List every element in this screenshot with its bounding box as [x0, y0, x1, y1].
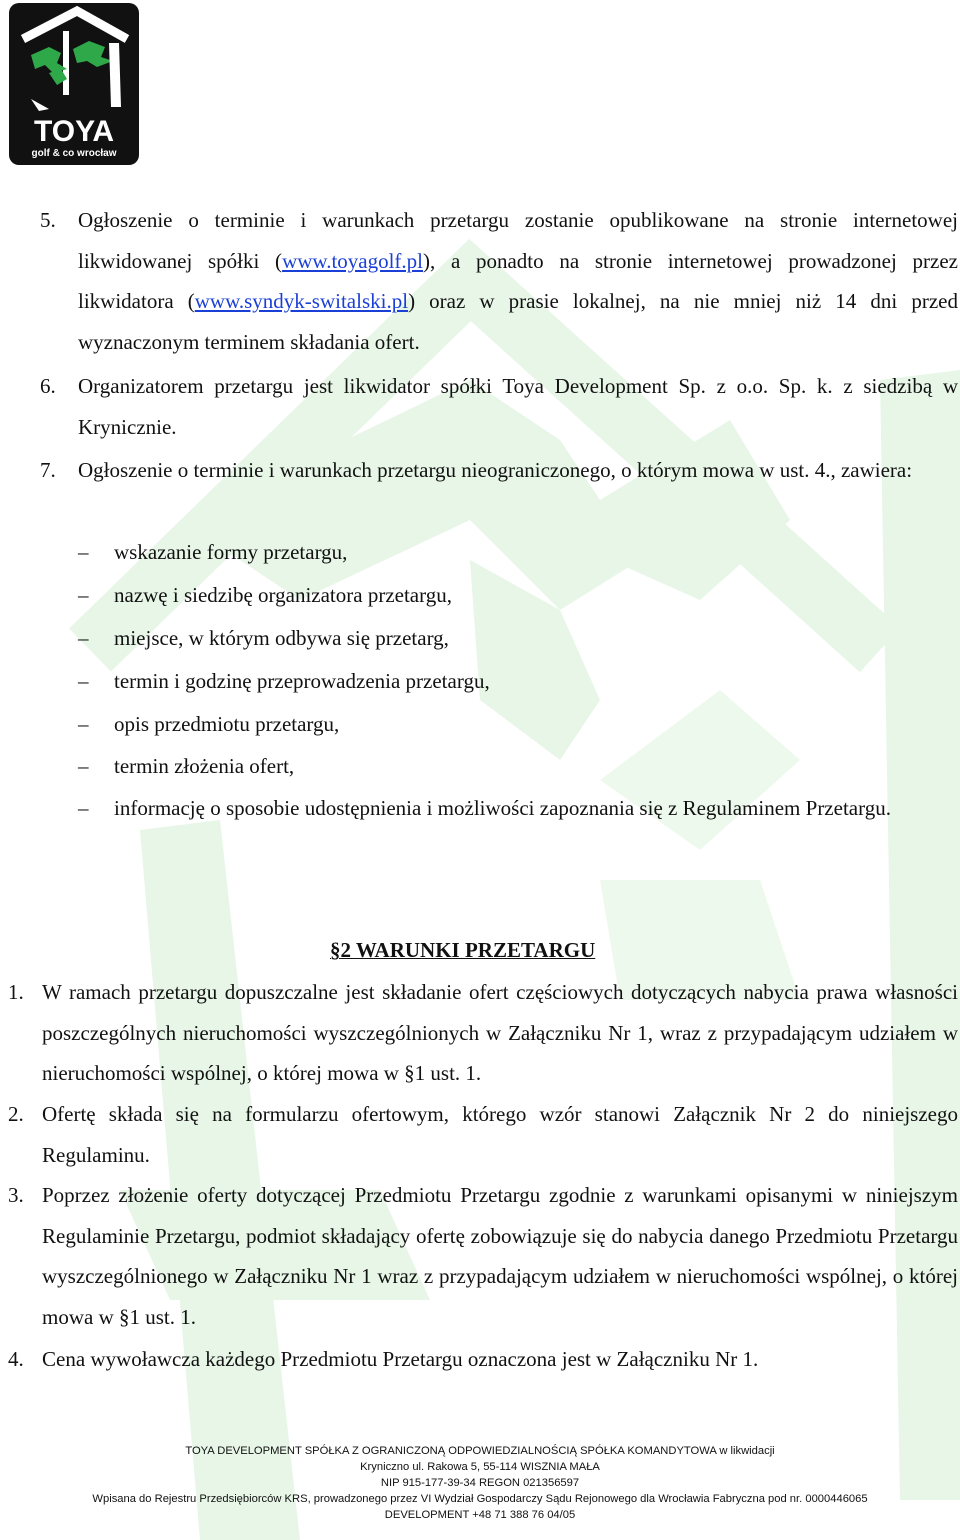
list-number: 6. [40, 374, 56, 398]
dash-bullet: – [78, 583, 89, 607]
list-item-text: W ramach przetargu dopuszczalne jest składanie ofert częściowych dotyczących nabycia prawa własności poszczególnych nieruchomości wyszczególnionych w Załączniku Nr 1, wraz z przypadającym udziałem w nieruchomości wspólnej, o której mowa w §1 ust. 1. [42, 980, 958, 1085]
dash-bullet: – [78, 669, 89, 693]
list-number: 7. [40, 458, 56, 482]
list-item-5 [40, 200, 958, 362]
dash-list-item: – miejsce, w którym odbywa się przetarg, [78, 618, 958, 659]
syndyk-link[interactable]: www.syndyk-switalski.pl [194, 289, 409, 313]
logo-brand-text: TOYA [33, 115, 115, 148]
footer-address: Kryniczno ul. Rakowa 5, 55-114 WISZNIA MAŁA [360, 1461, 600, 1473]
section-item-2 [8, 1094, 958, 1175]
dash-bullet: – [78, 626, 89, 650]
list-item-text: Ofertę składa się na formularzu ofertowym, którego wzór stanowi Załącznik Nr 2 do niniejszego Regulaminu. [42, 1102, 958, 1167]
footer-company: TOYA DEVELOPMENT SPÓŁKA Z OGRANICZONĄ ODPOWIEDZIALNOŚCIĄ SPÓŁKA KOMANDYTOWA w likwidacji [185, 1445, 775, 1457]
dash-list-item: – termin i godzinę przeprowadzenia przetargu, [78, 661, 958, 702]
list-item-7 [40, 450, 958, 491]
dash-list-item: – nazwę i siedzibę organizatora przetargu, [78, 575, 958, 616]
list-item-text: Organizatorem przetargu jest likwidator spółki Toya Development Sp. z o.o. Sp. k. z siedzibą w Krynicznie. [78, 374, 958, 439]
footer-tax-ids: NIP 915-177-39-34 REGON 021356597 [380, 1477, 580, 1489]
page-footer [0, 1443, 960, 1523]
list-number: 4. [8, 1347, 24, 1371]
section-item-1 [8, 972, 958, 1094]
list-number: 3. [8, 1183, 24, 1207]
dash-list-item: – informację o sposobie udostępnienia i możliwości zapoznania się z Regulaminem Przetargu. [78, 788, 958, 829]
dash-bullet: – [78, 540, 89, 564]
footer-registry: Wpisana do Rejestru Przedsiębiorców KRS, prowadzonego przez VI Wydział Gospodarczy Sądu Rejonowego dla Wrocławia Fabryczna pod nr. 0000446065 [92, 1493, 868, 1505]
list-number: 1. [8, 980, 24, 1004]
section-item-3 [8, 1175, 958, 1337]
toya-logo [9, 3, 139, 165]
list-item-text: Ogłoszenie o terminie i warunkach przetargu zostanie opublikowane na stronie internetowej likwidowanej spółki (www.toyagolf.pl), a ponadto na stronie internetowej prowadzonej przez likwidatora (www.syndyk-switalski.pl) oraz w prasie lokalnej, na nie mniej niż 14 dni przed wyznaczonym terminem składania ofert. [78, 208, 958, 354]
dash-bullet: – [78, 796, 89, 820]
list-number: 2. [8, 1102, 24, 1126]
dash-list-item: – opis przedmiotu przetargu, [78, 704, 958, 745]
list-item-6 [40, 366, 958, 447]
list-item-text: Ogłoszenie o terminie i warunkach przetargu nieograniczonego, o którym mowa w ust. 4., zawiera: [78, 458, 913, 482]
dash-bullet: – [78, 712, 89, 736]
section-heading: §2 WARUNKI PRZETARGU [330, 938, 596, 962]
logo-tagline-text: golf & co wrocław [31, 148, 117, 159]
section-item-4 [8, 1339, 958, 1380]
toyagolf-link[interactable]: www.toyagolf.pl [282, 248, 424, 273]
list-number: 5. [40, 208, 56, 232]
dash-bullet: – [78, 754, 89, 778]
dash-list-item: – termin złożenia ofert, [78, 746, 958, 787]
dash-list-item: – wskazanie formy przetargu, [78, 532, 958, 573]
footer-phone: DEVELOPMENT +48 71 388 76 04/05 [384, 1509, 576, 1521]
list-item-text: Cena wywoławcza każdego Przedmiotu Przetargu oznaczona jest w Załączniku Nr 1. [42, 1347, 759, 1371]
list-item-text: Poprzez złożenie oferty dotyczącej Przedmiotu Przetargu zgodnie z warunkami opisanymi w niniejszym Regulaminie Przetargu, podmiot składający ofertę zobowiązuje się do nabycia danego Przedmiotu Przetargu wyszczególnionego w Załączniku Nr 1 wraz z przypadającym udziałem w nieruchomości wspólnej, o której mowa w §1 ust. 1. [42, 1183, 958, 1329]
